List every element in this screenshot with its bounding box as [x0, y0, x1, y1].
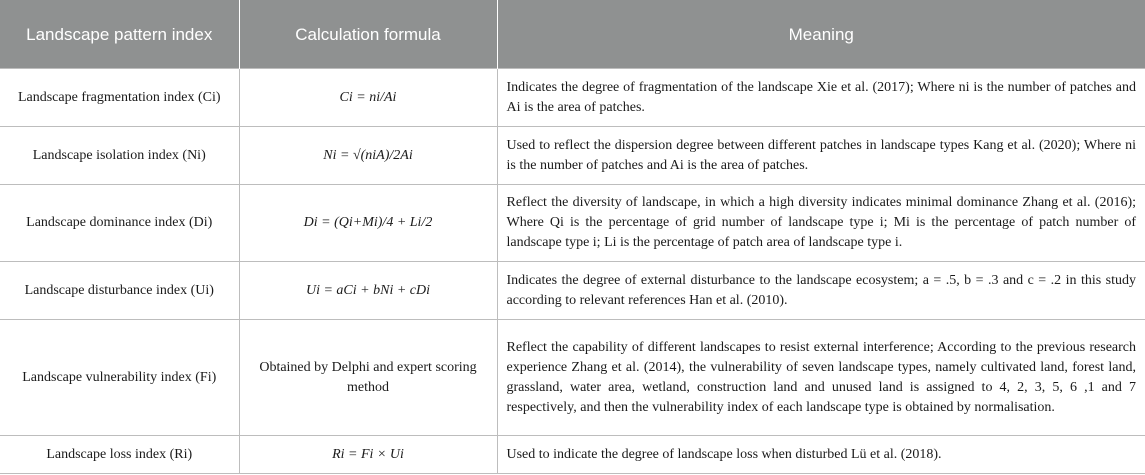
header-meaning: Meaning — [497, 0, 1145, 69]
table-row — [0, 127, 1145, 185]
meaning: Indicates the degree of fragmentation of the landscape Xie et al. (2017); Where ni is the number of patches and Ai is the area of patches. — [497, 69, 1145, 127]
formula: Di = (Qi+Mi)/4 + Li/2 — [239, 185, 497, 262]
index-name: Landscape vulnerability index (Fi) — [0, 320, 239, 436]
table-row — [0, 320, 1145, 436]
table-row — [0, 69, 1145, 127]
table-row — [0, 185, 1145, 262]
meaning: Reflect the diversity of landscape, in which a high diversity indicates minimal dominance Zhang et al. (2016); Where Qi is the percentage of grid number of landscape type i; Mi is the percentage of patch number of landscape type i; Li is the percentage of patch area of landscape type i. — [497, 185, 1145, 262]
formula: Ri = Fi × Ui — [239, 436, 497, 474]
formula: Ni = √(niA)/2Ai — [239, 127, 497, 185]
header-calculation-formula: Calculation formula — [239, 0, 497, 69]
meaning: Used to indicate the degree of landscape loss when disturbed Lü et al. (2018). — [497, 436, 1145, 474]
table-row — [0, 262, 1145, 320]
table-header-row — [0, 0, 1145, 69]
formula: Ui = aCi + bNi + cDi — [239, 262, 497, 320]
header-landscape-pattern-index: Landscape pattern index — [0, 0, 239, 69]
meaning: Indicates the degree of external disturbance to the landscape ecosystem; a = .5, b = .3 and c = .2 in this study according to relevant references Han et al. (2010). — [497, 262, 1145, 320]
formula: Obtained by Delphi and expert scoring method — [239, 320, 497, 436]
index-name: Landscape fragmentation index (Ci) — [0, 69, 239, 127]
meaning: Used to reflect the dispersion degree between different patches in landscape types Kang et al. (2020); Where ni is the number of patches and Ai is the area of patches. — [497, 127, 1145, 185]
table-row — [0, 436, 1145, 474]
index-name: Landscape dominance index (Di) — [0, 185, 239, 262]
meaning: Reflect the capability of different landscapes to resist external interference; According to the previous research experience Zhang et al. (2014), the vulnerability of seven landscape types, namely cultivated land, forest land, grassland, water area, wetland, construction land and unused land is assigned to 4, 2, 3, 5, 6 ,1 and 7 respectively, and then the vulnerability index of each landscape type is obtained by normalisation. — [497, 320, 1145, 436]
index-name: Landscape disturbance index (Ui) — [0, 262, 239, 320]
formula: Ci = ni/Ai — [239, 69, 497, 127]
index-name: Landscape loss index (Ri) — [0, 436, 239, 474]
index-name: Landscape isolation index (Ni) — [0, 127, 239, 185]
